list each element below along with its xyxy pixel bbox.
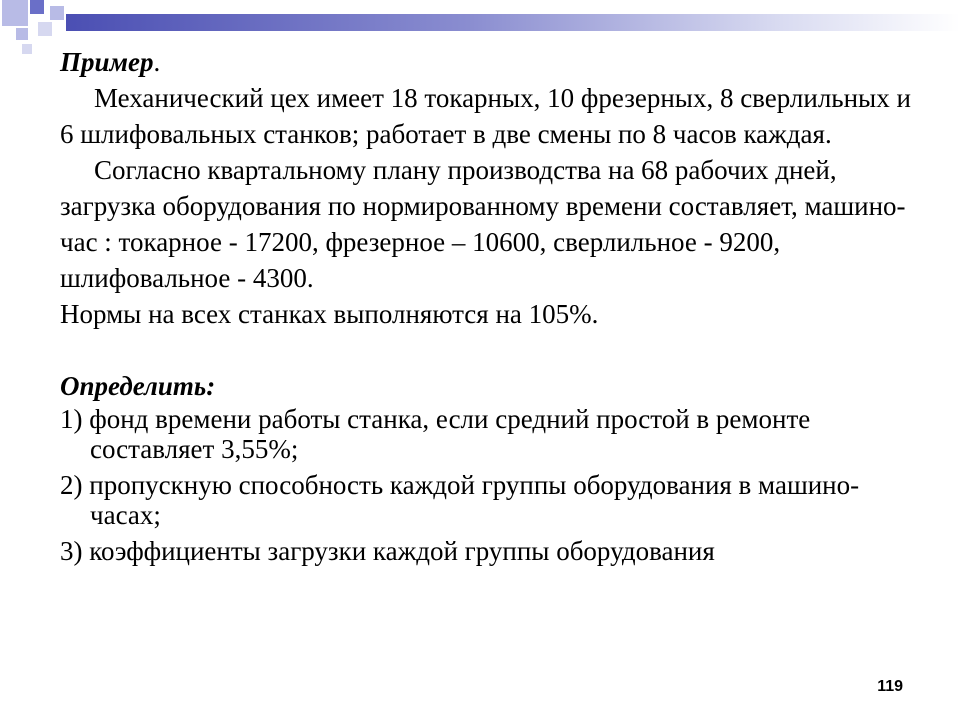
decor-square [38, 22, 52, 36]
page-number: 119 [877, 678, 903, 695]
task-item-2: 2) пропускную способность каждой группы оборудования в машино-часах; [60, 470, 860, 530]
paragraph-plan: Согласно квартальному плану производства на 68 рабочих дней, загрузка оборудования по нормированному времени составляет, машино-час : токарное - 17200, фрезерное – 10600, сверлильное - 9200, шлифовальное - 4300. [60, 155, 906, 293]
paragraph-norms: Нормы на всех станках выполняются на 105%. [60, 299, 599, 329]
decor-square [2, 0, 28, 26]
example-heading-text: Пример [60, 47, 154, 77]
example-heading [60, 44, 920, 80]
slide-content [60, 44, 920, 572]
decor-square [50, 6, 64, 20]
paragraph-workshop: Механический цех имеет 18 токарных, 10 фрезерных, 8 сверлильных и 6 шлифовальных станков; работает в две смены по 8 часов каждая. [60, 83, 911, 149]
determine-heading: Определить: [60, 371, 216, 401]
decor-square [30, 0, 44, 14]
decor-square [22, 44, 32, 54]
task-item-1: 1) фонд времени работы станка, если средний простой в ремонте составляет 3,55%; [60, 404, 811, 464]
spacer [60, 332, 920, 368]
task-item-3: 3) коэффициенты загрузки каждой группы оборудования [60, 536, 715, 566]
decor-square [16, 28, 28, 40]
top-gradient-bar [66, 14, 960, 31]
example-heading-dot: . [153, 47, 161, 77]
